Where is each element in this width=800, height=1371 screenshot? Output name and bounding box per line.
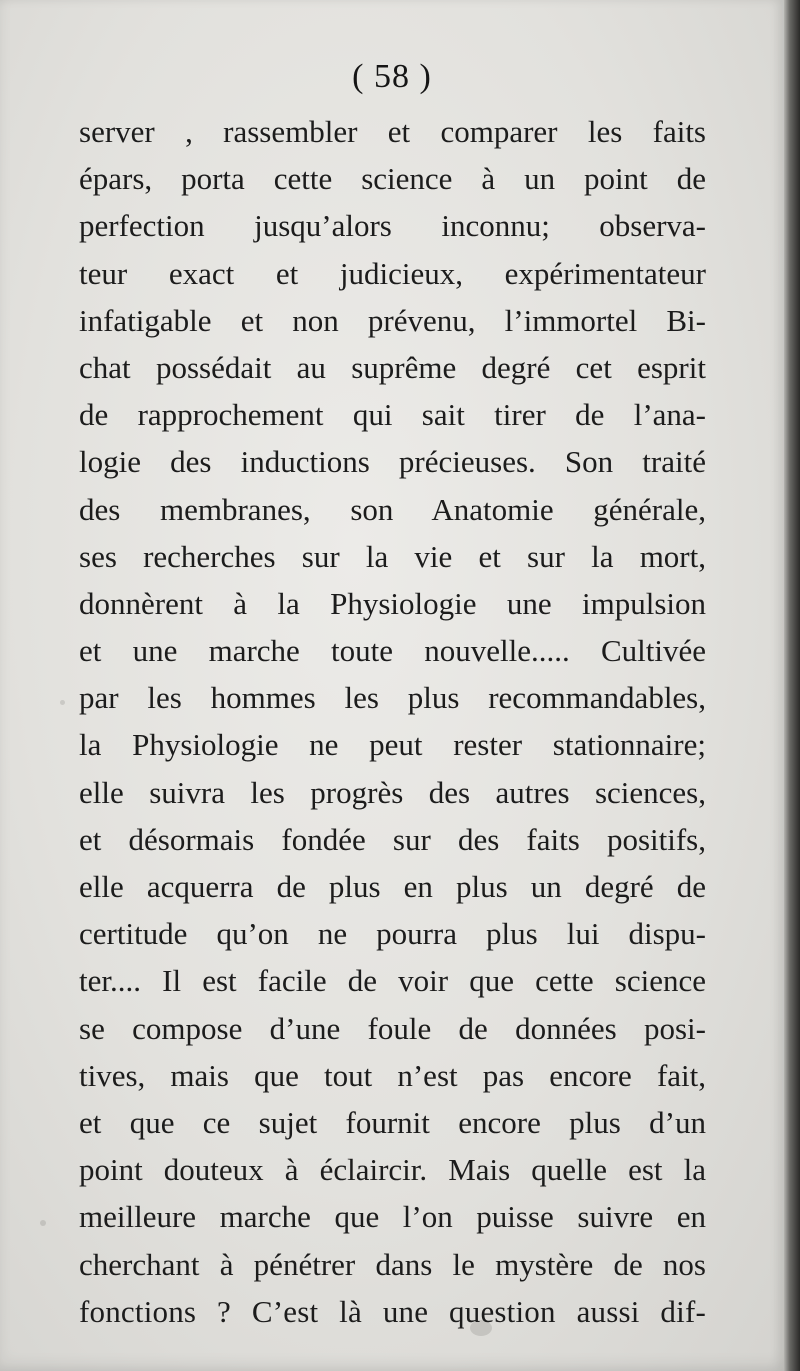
- text-line: ses recherches sur la vie et sur la mort,: [79, 538, 706, 574]
- text-line: server , rassembler et comparer les faits: [79, 114, 706, 149]
- text-line: fonctions ? C’est là une question aussi dif-: [79, 1293, 706, 1329]
- text-line: des membranes, son Anatomie générale,: [79, 491, 706, 527]
- text-line: épars, porta cette science à un point de: [79, 161, 706, 197]
- text-line: ter.... Il est facile de voir que cette science: [79, 963, 706, 999]
- page-number: ( 58 ): [352, 58, 432, 95]
- text-line: cherchant à pénétrer dans le mystère de nos: [79, 1246, 706, 1282]
- text-line: teur exact et judicieux, expérimentateur: [79, 255, 706, 291]
- text-line: et désormais fondée sur des faits positifs,: [79, 821, 706, 857]
- text-line: tives, mais que tout n’est pas encore fait,: [79, 1057, 706, 1093]
- text-line: elle acquerra de plus en plus un degré de: [79, 869, 706, 904]
- text-line: la Physiologie ne peut rester stationnaire;: [79, 727, 706, 763]
- text-line: de rapprochement qui sait tirer de l’ana-: [79, 397, 706, 433]
- page-edge-shadow: [784, 0, 800, 1371]
- body-text: [79, 108, 706, 1335]
- text-line: infatigable et non prévenu, l’immortel Bi-: [79, 302, 706, 338]
- text-line: et une marche toute nouvelle..... Cultivée: [79, 633, 706, 669]
- ink-smudge: [40, 1220, 46, 1226]
- text-line: perfection jusqu’alors inconnu; observa-: [79, 208, 706, 244]
- text-line: certitude qu’on ne pourra plus lui dispu-: [79, 916, 706, 952]
- text-line: par les hommes les plus recommandables,: [79, 680, 706, 716]
- text-line: logie des inductions précieuses. Son traité: [79, 444, 706, 480]
- text-line: donnèrent à la Physiologie une impulsion: [79, 585, 706, 621]
- ink-smudge: [60, 700, 65, 705]
- text-line: point douteux à éclaircir. Mais quelle est la: [79, 1152, 706, 1188]
- text-line: chat possédait au suprême degré cet esprit: [79, 349, 706, 385]
- text-line: se compose d’une foule de données posi-: [79, 1010, 706, 1046]
- text-line: et que ce sujet fournit encore plus d’un: [79, 1104, 706, 1140]
- text-line: elle suivra les progrès des autres sciences,: [79, 774, 706, 810]
- text-line: meilleure marche que l’on puisse suivre en: [79, 1199, 706, 1235]
